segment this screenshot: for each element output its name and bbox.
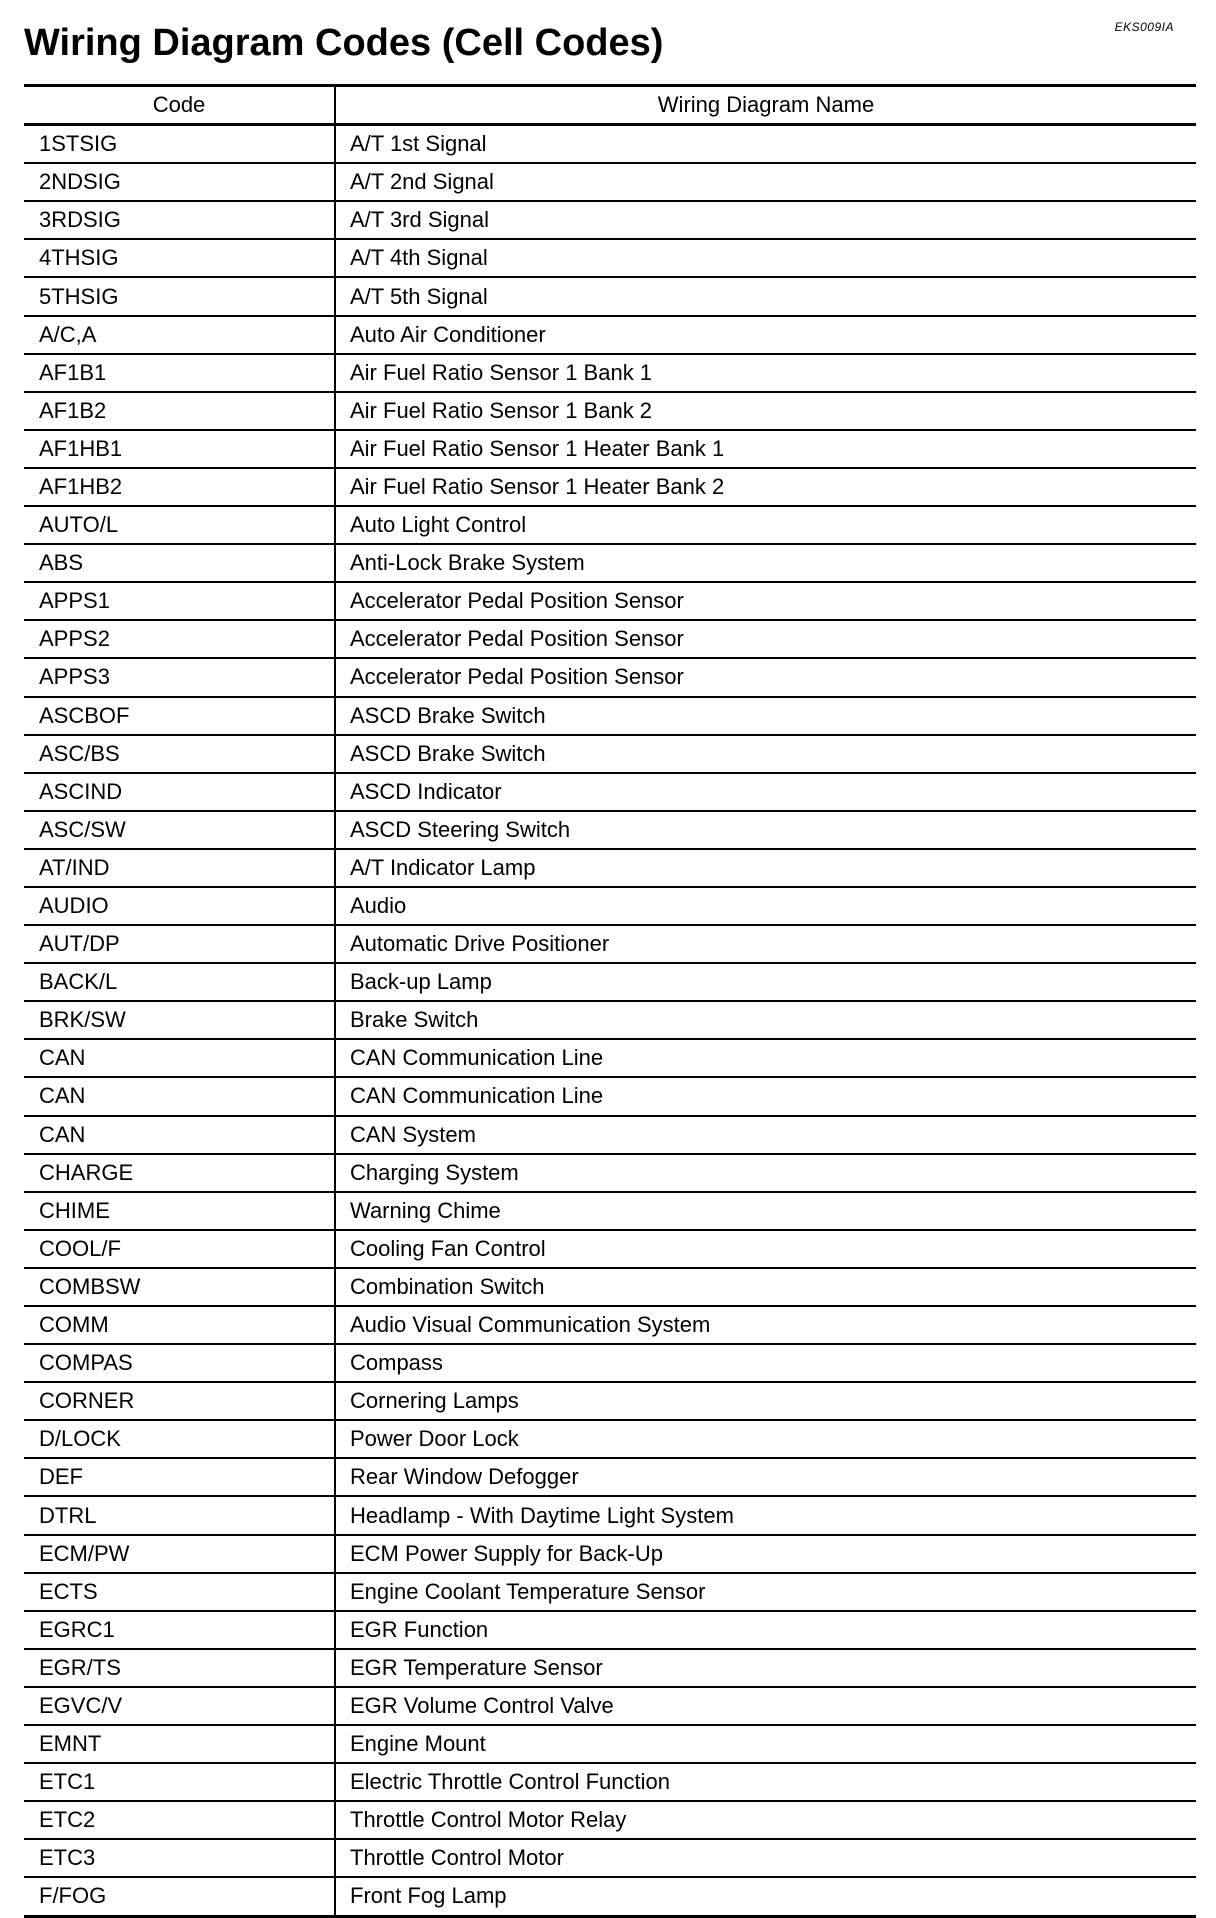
column-header-name: Wiring Diagram Name [335, 86, 1196, 125]
code-cell: ABS [24, 544, 335, 582]
table-row [24, 1077, 1196, 1115]
diagram-name-cell: Automatic Drive Positioner [335, 925, 1196, 963]
table-row [24, 430, 1196, 468]
table-row [24, 1687, 1196, 1725]
code-cell: ECM/PW [24, 1535, 335, 1573]
table-row [24, 1801, 1196, 1839]
diagram-name-cell: ASCD Indicator [335, 773, 1196, 811]
diagram-name-cell: Audio [335, 887, 1196, 925]
table-row [24, 1268, 1196, 1306]
diagram-name-cell: A/T 3rd Signal [335, 201, 1196, 239]
diagram-name-cell: Warning Chime [335, 1192, 1196, 1230]
column-header-code: Code [24, 86, 335, 125]
code-cell: BRK/SW [24, 1001, 335, 1039]
table-row [24, 887, 1196, 925]
code-cell: ASC/BS [24, 735, 335, 773]
table-header-row [24, 86, 1196, 125]
code-cell: A/C,A [24, 316, 335, 354]
table-row [24, 620, 1196, 658]
table-row [24, 1344, 1196, 1382]
diagram-name-cell: Back-up Lamp [335, 963, 1196, 1001]
table-row [24, 1496, 1196, 1534]
code-cell: 5THSIG [24, 277, 335, 315]
table-row [24, 239, 1196, 277]
table-row [24, 1039, 1196, 1077]
table-row [24, 1382, 1196, 1420]
diagram-name-cell: Throttle Control Motor Relay [335, 1801, 1196, 1839]
table-row [24, 1001, 1196, 1039]
diagram-name-cell: A/T Indicator Lamp [335, 849, 1196, 887]
code-cell: APPS2 [24, 620, 335, 658]
code-cell: EGRC1 [24, 1611, 335, 1649]
diagram-name-cell: Engine Mount [335, 1725, 1196, 1763]
table-row [24, 1763, 1196, 1801]
table-row [24, 316, 1196, 354]
diagram-name-cell: A/T 1st Signal [335, 125, 1196, 164]
code-cell: CAN [24, 1077, 335, 1115]
code-cell: ASCBOF [24, 697, 335, 735]
diagram-name-cell: Compass [335, 1344, 1196, 1382]
table-row [24, 582, 1196, 620]
page-code: EKS009IA [1114, 20, 1174, 34]
diagram-name-cell: Brake Switch [335, 1001, 1196, 1039]
diagram-name-cell: EGR Function [335, 1611, 1196, 1649]
code-cell: DEF [24, 1458, 335, 1496]
diagram-name-cell: Air Fuel Ratio Sensor 1 Heater Bank 2 [335, 468, 1196, 506]
table-row [24, 1306, 1196, 1344]
diagram-name-cell: CAN Communication Line [335, 1077, 1196, 1115]
code-cell: AF1B2 [24, 392, 335, 430]
diagram-name-cell: Cooling Fan Control [335, 1230, 1196, 1268]
code-cell: F/FOG [24, 1877, 335, 1916]
diagram-name-cell: Accelerator Pedal Position Sensor [335, 582, 1196, 620]
table-row [24, 1877, 1196, 1916]
code-cell: AT/IND [24, 849, 335, 887]
table-row [24, 1535, 1196, 1573]
code-cell: BACK/L [24, 963, 335, 1001]
diagram-name-cell: Electric Throttle Control Function [335, 1763, 1196, 1801]
table-row [24, 1649, 1196, 1687]
code-cell: D/LOCK [24, 1420, 335, 1458]
code-cell: CAN [24, 1116, 335, 1154]
code-cell: 4THSIG [24, 239, 335, 277]
code-cell: COMPAS [24, 1344, 335, 1382]
diagram-name-cell: EGR Volume Control Valve [335, 1687, 1196, 1725]
code-cell: ETC3 [24, 1839, 335, 1877]
table-row [24, 773, 1196, 811]
code-cell: CAN [24, 1039, 335, 1077]
code-cell: AF1B1 [24, 354, 335, 392]
diagram-name-cell: Accelerator Pedal Position Sensor [335, 620, 1196, 658]
diagram-name-cell: Auto Light Control [335, 506, 1196, 544]
diagram-name-cell: A/T 2nd Signal [335, 163, 1196, 201]
diagram-name-cell: Accelerator Pedal Position Sensor [335, 658, 1196, 696]
code-cell: 3RDSIG [24, 201, 335, 239]
page-title: Wiring Diagram Codes (Cell Codes) [24, 22, 664, 64]
diagram-name-cell: Air Fuel Ratio Sensor 1 Heater Bank 1 [335, 430, 1196, 468]
code-cell: COMBSW [24, 1268, 335, 1306]
table-body [24, 125, 1196, 1916]
table-row [24, 735, 1196, 773]
diagram-name-cell: Anti-Lock Brake System [335, 544, 1196, 582]
table-row [24, 201, 1196, 239]
code-cell: CHIME [24, 1192, 335, 1230]
code-cell: 2NDSIG [24, 163, 335, 201]
diagram-name-cell: CAN Communication Line [335, 1039, 1196, 1077]
code-cell: AF1HB2 [24, 468, 335, 506]
table-row [24, 658, 1196, 696]
table-row [24, 354, 1196, 392]
table-row [24, 1420, 1196, 1458]
code-cell: CHARGE [24, 1154, 335, 1192]
code-cell: APPS1 [24, 582, 335, 620]
table-row [24, 1192, 1196, 1230]
table-row [24, 963, 1196, 1001]
code-cell: COOL/F [24, 1230, 335, 1268]
table-row [24, 811, 1196, 849]
diagram-name-cell: ASCD Brake Switch [335, 735, 1196, 773]
table-row [24, 544, 1196, 582]
table-row [24, 392, 1196, 430]
diagram-name-cell: Power Door Lock [335, 1420, 1196, 1458]
code-cell: COMM [24, 1306, 335, 1344]
code-cell: AF1HB1 [24, 430, 335, 468]
table-row [24, 277, 1196, 315]
diagram-name-cell: ASCD Steering Switch [335, 811, 1196, 849]
code-cell: ECTS [24, 1573, 335, 1611]
wiring-codes-table [24, 84, 1196, 1918]
code-cell: AUTO/L [24, 506, 335, 544]
table-row [24, 1839, 1196, 1877]
table-row [24, 849, 1196, 887]
diagram-name-cell: Headlamp - With Daytime Light System [335, 1496, 1196, 1534]
diagram-name-cell: Rear Window Defogger [335, 1458, 1196, 1496]
table-row [24, 1154, 1196, 1192]
code-cell: DTRL [24, 1496, 335, 1534]
table-row [24, 1611, 1196, 1649]
code-cell: ASCIND [24, 773, 335, 811]
table-row [24, 1458, 1196, 1496]
table-row [24, 506, 1196, 544]
diagram-name-cell: Cornering Lamps [335, 1382, 1196, 1420]
code-cell: EGVC/V [24, 1687, 335, 1725]
diagram-name-cell: Combination Switch [335, 1268, 1196, 1306]
table-row [24, 163, 1196, 201]
table-row [24, 468, 1196, 506]
code-cell: ETC1 [24, 1763, 335, 1801]
diagram-name-cell: Engine Coolant Temperature Sensor [335, 1573, 1196, 1611]
table-row [24, 925, 1196, 963]
diagram-name-cell: A/T 5th Signal [335, 277, 1196, 315]
diagram-name-cell: Throttle Control Motor [335, 1839, 1196, 1877]
code-cell: ASC/SW [24, 811, 335, 849]
diagram-name-cell: CAN System [335, 1116, 1196, 1154]
diagram-name-cell: ECM Power Supply for Back-Up [335, 1535, 1196, 1573]
diagram-name-cell: EGR Temperature Sensor [335, 1649, 1196, 1687]
table-row [24, 1725, 1196, 1763]
diagram-name-cell: A/T 4th Signal [335, 239, 1196, 277]
code-cell: 1STSIG [24, 125, 335, 164]
code-cell: EGR/TS [24, 1649, 335, 1687]
table-row [24, 1230, 1196, 1268]
table-row [24, 1116, 1196, 1154]
table-row [24, 697, 1196, 735]
diagram-name-cell: Audio Visual Communication System [335, 1306, 1196, 1344]
diagram-name-cell: Front Fog Lamp [335, 1877, 1196, 1916]
diagram-name-cell: Auto Air Conditioner [335, 316, 1196, 354]
code-cell: ETC2 [24, 1801, 335, 1839]
code-cell: AUDIO [24, 887, 335, 925]
table-row [24, 1573, 1196, 1611]
code-cell: CORNER [24, 1382, 335, 1420]
diagram-name-cell: ASCD Brake Switch [335, 697, 1196, 735]
diagram-name-cell: Air Fuel Ratio Sensor 1 Bank 2 [335, 392, 1196, 430]
code-cell: AUT/DP [24, 925, 335, 963]
code-cell: EMNT [24, 1725, 335, 1763]
code-cell: APPS3 [24, 658, 335, 696]
diagram-name-cell: Charging System [335, 1154, 1196, 1192]
table-row [24, 125, 1196, 164]
diagram-name-cell: Air Fuel Ratio Sensor 1 Bank 1 [335, 354, 1196, 392]
